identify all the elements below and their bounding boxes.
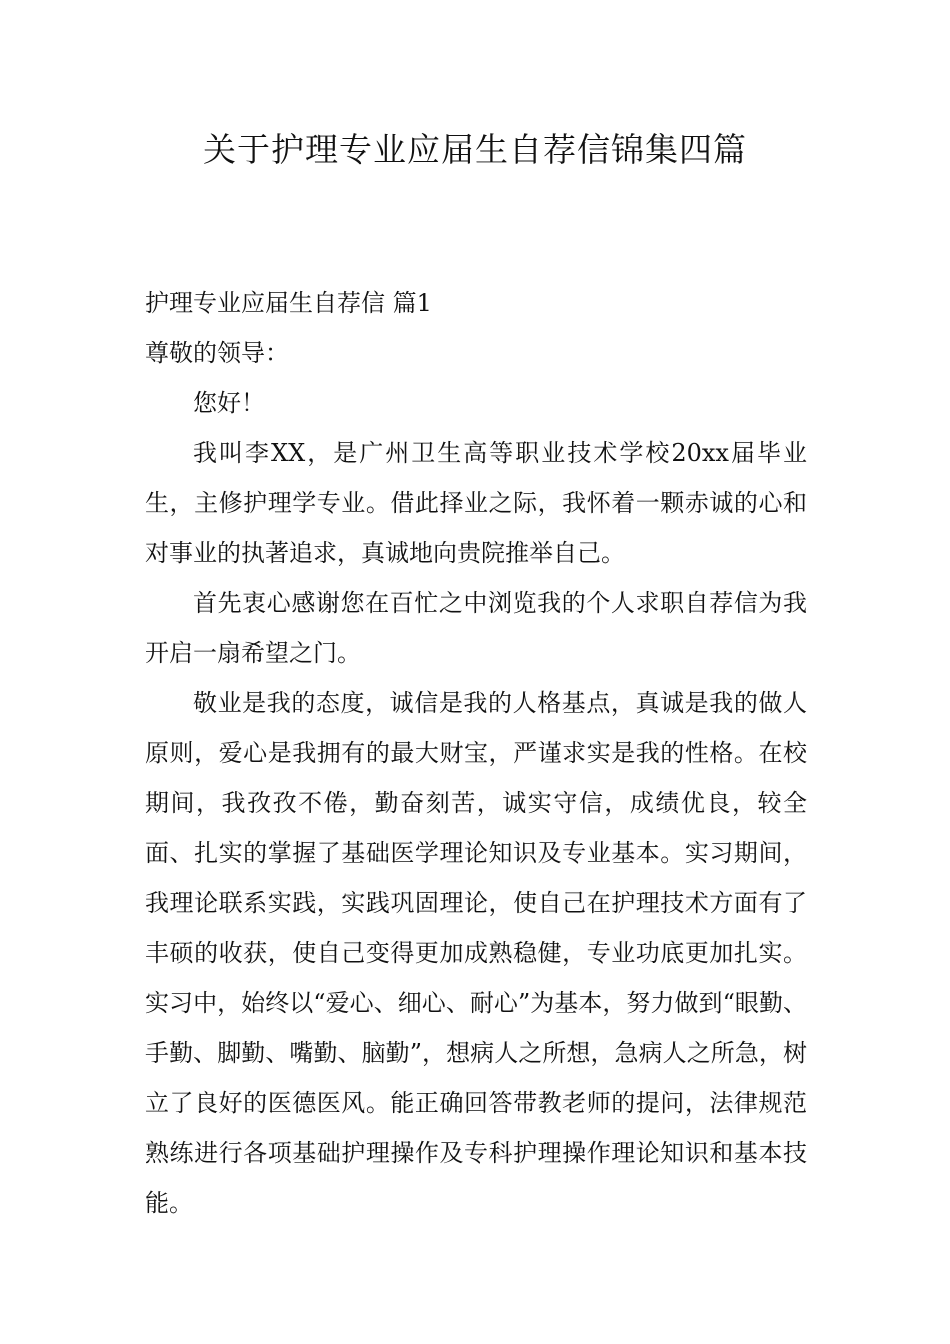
salutation: 尊敬的领导： — [145, 339, 289, 367]
section-heading: 护理专业应届生自荐信 篇1 — [145, 289, 432, 317]
paragraph: 我叫李XX，是广州卫生高等职业技术学校20xx届毕业生，主修护理学专业。借此择业之际，我怀着一颗赤诚的心和对事业的执著追求，真诚地向贵院推举自己。 — [145, 439, 807, 567]
document-body — [145, 278, 807, 1228]
paragraph: 敬业是我的态度，诚信是我的人格基点，真诚是我的做人原则，爱心是我拥有的最大财宝，严谨求实是我的性格。在校期间，我孜孜不倦，勤奋刻苦，诚实守信，成绩优良，较全面、扎实的掌握了基础医学理论知识及专业基本。实习期间，我理论联系实践，实践巩固理论，使自己在护理技术方面有了丰硕的收获，使自己变得更加成熟稳健，专业功底更加扎实。实习中，始终以“爱心、细心、耐心”为基本，努力做到“眼勤、手勤、脚勤、嘴勤、脑勤”，想病人之所想，急病人之所急，树立了良好的医德医风。能正确回答带教老师的提问，法律规范熟练进行各项基础护理操作及专科护理操作理论知识和基本技能。 — [145, 689, 807, 1217]
greeting: 您好！ — [193, 389, 265, 417]
document-title: 关于护理专业应届生自荐信锦集四篇 — [203, 130, 747, 169]
paragraph: 首先衷心感谢您在百忙之中浏览我的个人求职自荐信为我开启一扇希望之门。 — [145, 589, 807, 667]
